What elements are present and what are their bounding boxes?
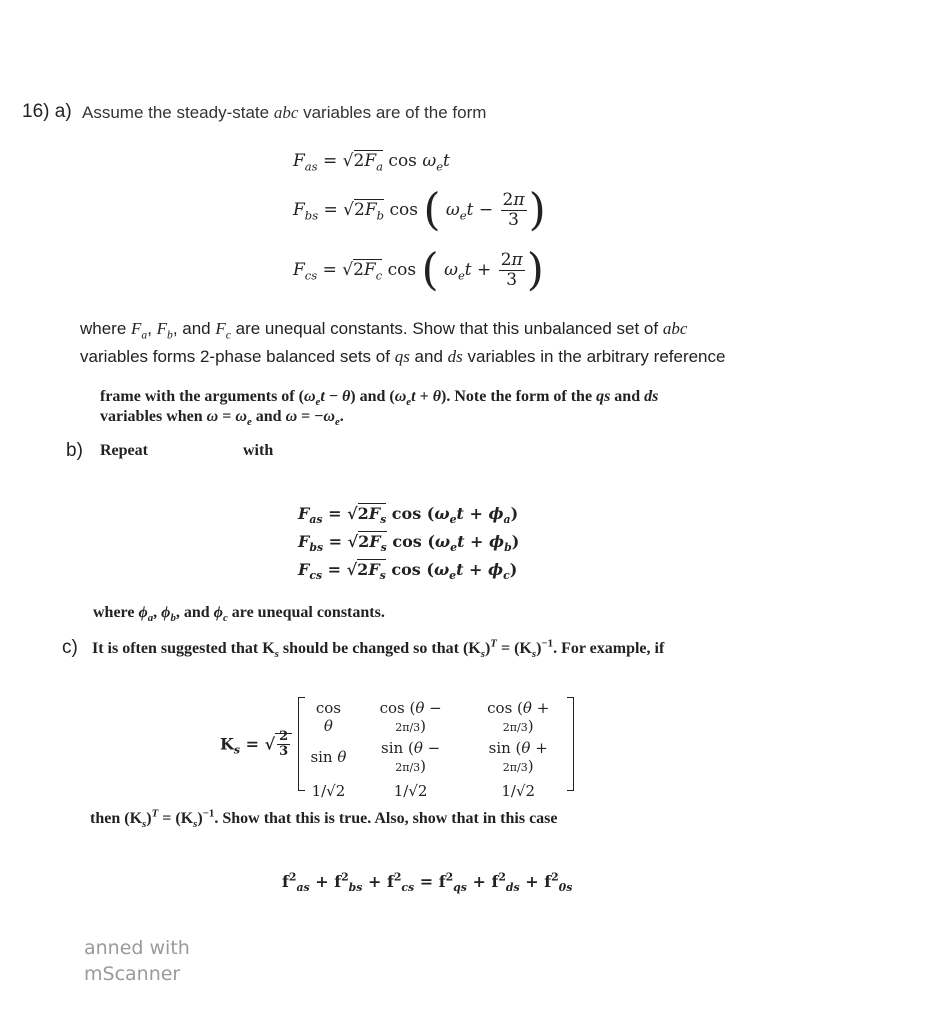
part-b-with: with — [243, 442, 274, 459]
energy-equation: $f^2_{as} + f^2_{bs} + f^2_{cs} = f^2_{qs} + f^2_{ds} + f^2_{0s}$ — [282, 870, 573, 895]
equation-fcs-b: $F_{cs} = √2F_s$ $\cos (\omega_et + \phi_c)$ — [298, 560, 518, 583]
equation-fbs-b: $F_{bs} = √2F_s$ $\cos (\omega_et + \phi_b)$ — [298, 532, 520, 555]
scanner-watermark: anned with mScanner — [84, 937, 190, 985]
where-a-line1: where $F_a$, $F_b$, and $F_c$ are unequal constants. Show that this unbalanced set of abc — [80, 319, 688, 342]
part-c-label: c) — [62, 637, 78, 658]
where-b: where $\phi_a$, $\phi_b$, and $\phi_c$ are unequal constants. — [93, 604, 385, 625]
part-a-label: a) — [54, 101, 72, 122]
frame-line2: variables when $\omega = \omega_e$ and $\omega = -\omega_e$. — [100, 408, 344, 429]
matrix-ks-label: $K_s$ = √ $\frac{2}{3}$ — [220, 730, 292, 760]
part-b-repeat: Repeat — [100, 442, 148, 459]
where-a-line2: variables forms 2-phase balanced sets of qs and ds variables in the arbitrary reference — [80, 347, 726, 366]
part-b-label: b) — [66, 440, 83, 461]
frame-line1: frame with the arguments of $(\omega_et - \theta)$ and $(\omega_et + \theta)$. Note the form of the qs and ds — [100, 388, 659, 409]
matrix-ks: cos θ cos (θ − 2π/3) cos (θ + 2π/3) sin θ sin (θ − 2π/3) sin (θ + 2π/3) 1/√2 1/√2 1/√2 — [300, 697, 572, 791]
equation-fas-a: $F_{as} = √2F_a$ $\cos \omega_et$ — [293, 151, 450, 174]
equation-fbs-a: $F_{bs} = √2F_b$ cos ( $\omega_et$ − $\frac{2\pi}{3}$ ) — [293, 184, 546, 236]
equation-fcs-a: $F_{cs} = √2F_c$ cos ( $\omega_et$ + $\frac{2\pi}{3}$ ) — [293, 244, 544, 296]
then-text: then $(K_s)^T = (K_s)^{-1}$. Show that this is true. Also, show that in this case — [90, 807, 558, 831]
part-a-intro: Assume the steady-state abc variables are of the form — [82, 103, 487, 122]
part-c-text: It is often suggested that $K_s$ should be changed so that $(K_s)^T = (K_s)^{-1}$. For example, if — [92, 637, 665, 661]
problem-number: 16) a) — [22, 101, 72, 122]
equation-fas-b: $F_{as} = √2F_s$ $\cos (\omega_et + \phi_a)$ — [298, 504, 519, 527]
